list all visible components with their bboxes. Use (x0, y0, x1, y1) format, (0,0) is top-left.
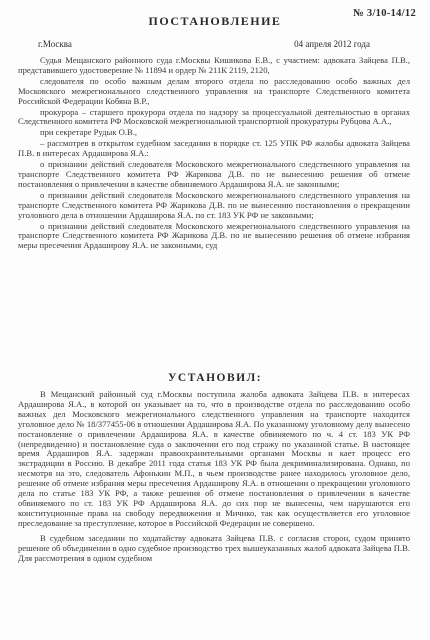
established-block (18, 390, 410, 564)
date: 04 апреля 2012 года (294, 39, 370, 49)
intro-paragraph: о признании действий следователя Московского межрегионального следственного управления на транспорте Следственного комитета РФ Жарикова Д.В. по не вынесению решения об отмене постановления о привлечении в качестве обвиняемого Ардаширова Я.А. не законными; (18, 159, 410, 189)
place: г.Москва (38, 39, 72, 49)
intro-paragraph: о признании действий следователя Московского межрегионального следственного управления на транспорте Следственного комитета РФ Жарикова Д.В. по не вынесению решения об отмене избрания меры пресечения Ардаширову Я.А. не законными, суд (18, 220, 410, 251)
established-paragraph: В судебном заседании по ходатайству адвоката Зайцева П.В. с согласия сторон, судом принято решение об объединении в одно судебное производство трех вышеуказанных жалоб адвоката Зайцева П.В. Для рассмотрения в одном судебном (18, 532, 411, 563)
intro-paragraph: при секретаре Рудык О.В., (40, 127, 137, 138)
intro-paragraph: о признании действий следователя Московского межрегионального следственного управления на транспорте Следственного комитета РФ Жарикова Д.В. по не вынесению постановления о прекращении уголовного дела в отношении Ардаширова Я.А. по ст. 183 УК РФ не законными; (18, 189, 410, 220)
case-number: № 3/10-14/12 (353, 8, 416, 19)
intro-paragraph: следователя по особо важным делам второго отдела по расследованию особо важных дел Московского межрегионального следственного управления на транспорте Следственного комитета Российской Федерации Кобяна В.Р., (18, 75, 410, 106)
place-date-line (38, 39, 370, 49)
intro-paragraph: прокурора – старшего прокурора отдела по надзору за процессуальной деятельностью в органах Следственного комитета РФ Московской межрегиональной транспортной прокуратуры Рубцова А.А., (18, 106, 410, 127)
document-title: ПОСТАНОВЛЕНИЕ (148, 14, 282, 28)
section-heading: УСТАНОВИЛ: (167, 372, 263, 384)
intro-block (18, 56, 410, 252)
intro-paragraph: – рассмотрев в открытом судебном заседании в порядке ст. 125 УПК РФ жалобы адвоката Зайцева П.В. в интересах Ардаширова Я.А.: (18, 138, 410, 159)
intro-paragraph: Судья Мещанского районного суда г.Москвы Кишикова Е.В., с участием: адвоката Зайцева П.В., представившего удостоверение № 11894 и ордер № 211К 2119, 2120, (18, 55, 410, 75)
established-paragraph: В Мещанский районный суд г.Москвы поступила жалоба адвоката Зайцева П.В. в интересах Ардаширова Я.А., в которой он указывает на то, что в производстве отдела по расследованию особо важных дел Московского межрегионального следственного управления на транспорте находится уголовное дело № 18/377455-06 в отношении Ардаширова Я.А. По указанному уголовному делу вынесено постановление о привлечении Ардаширова Я.А. в качестве обвиняемого по ч. 4 ст. 183 УК РФ (непредвиденно) и постановление суда о заключении его под стражу по указанной статье. В настоящее время Ардаширов Я.А. задержан правоохранительными органами Москвы и кает процесс его экстрадиции в Россию. В декабре 2011 года статья 183 УК РФ была декриминализирована. Однако, по несмотря на это, следователь Афонькин М.П., в чьем производстве ранее находилось уголовное дело, решение об отмене избрания меры пресечения Ардаширову Я.А. в отношении о прекращении уголовного дела по статье 183 УК РФ, а также решения об отмене постановления о привлечении в качестве обвиняемого по ст. 183 УК РФ Ардаширова Я.А. до сих пор не вынесены, чем нарушаются его конституционные права на свободу передвижения и Мичико, так как осуществляется его уголовное преследование за преступление, которое в Российской Федерации не совершено. (18, 389, 410, 528)
